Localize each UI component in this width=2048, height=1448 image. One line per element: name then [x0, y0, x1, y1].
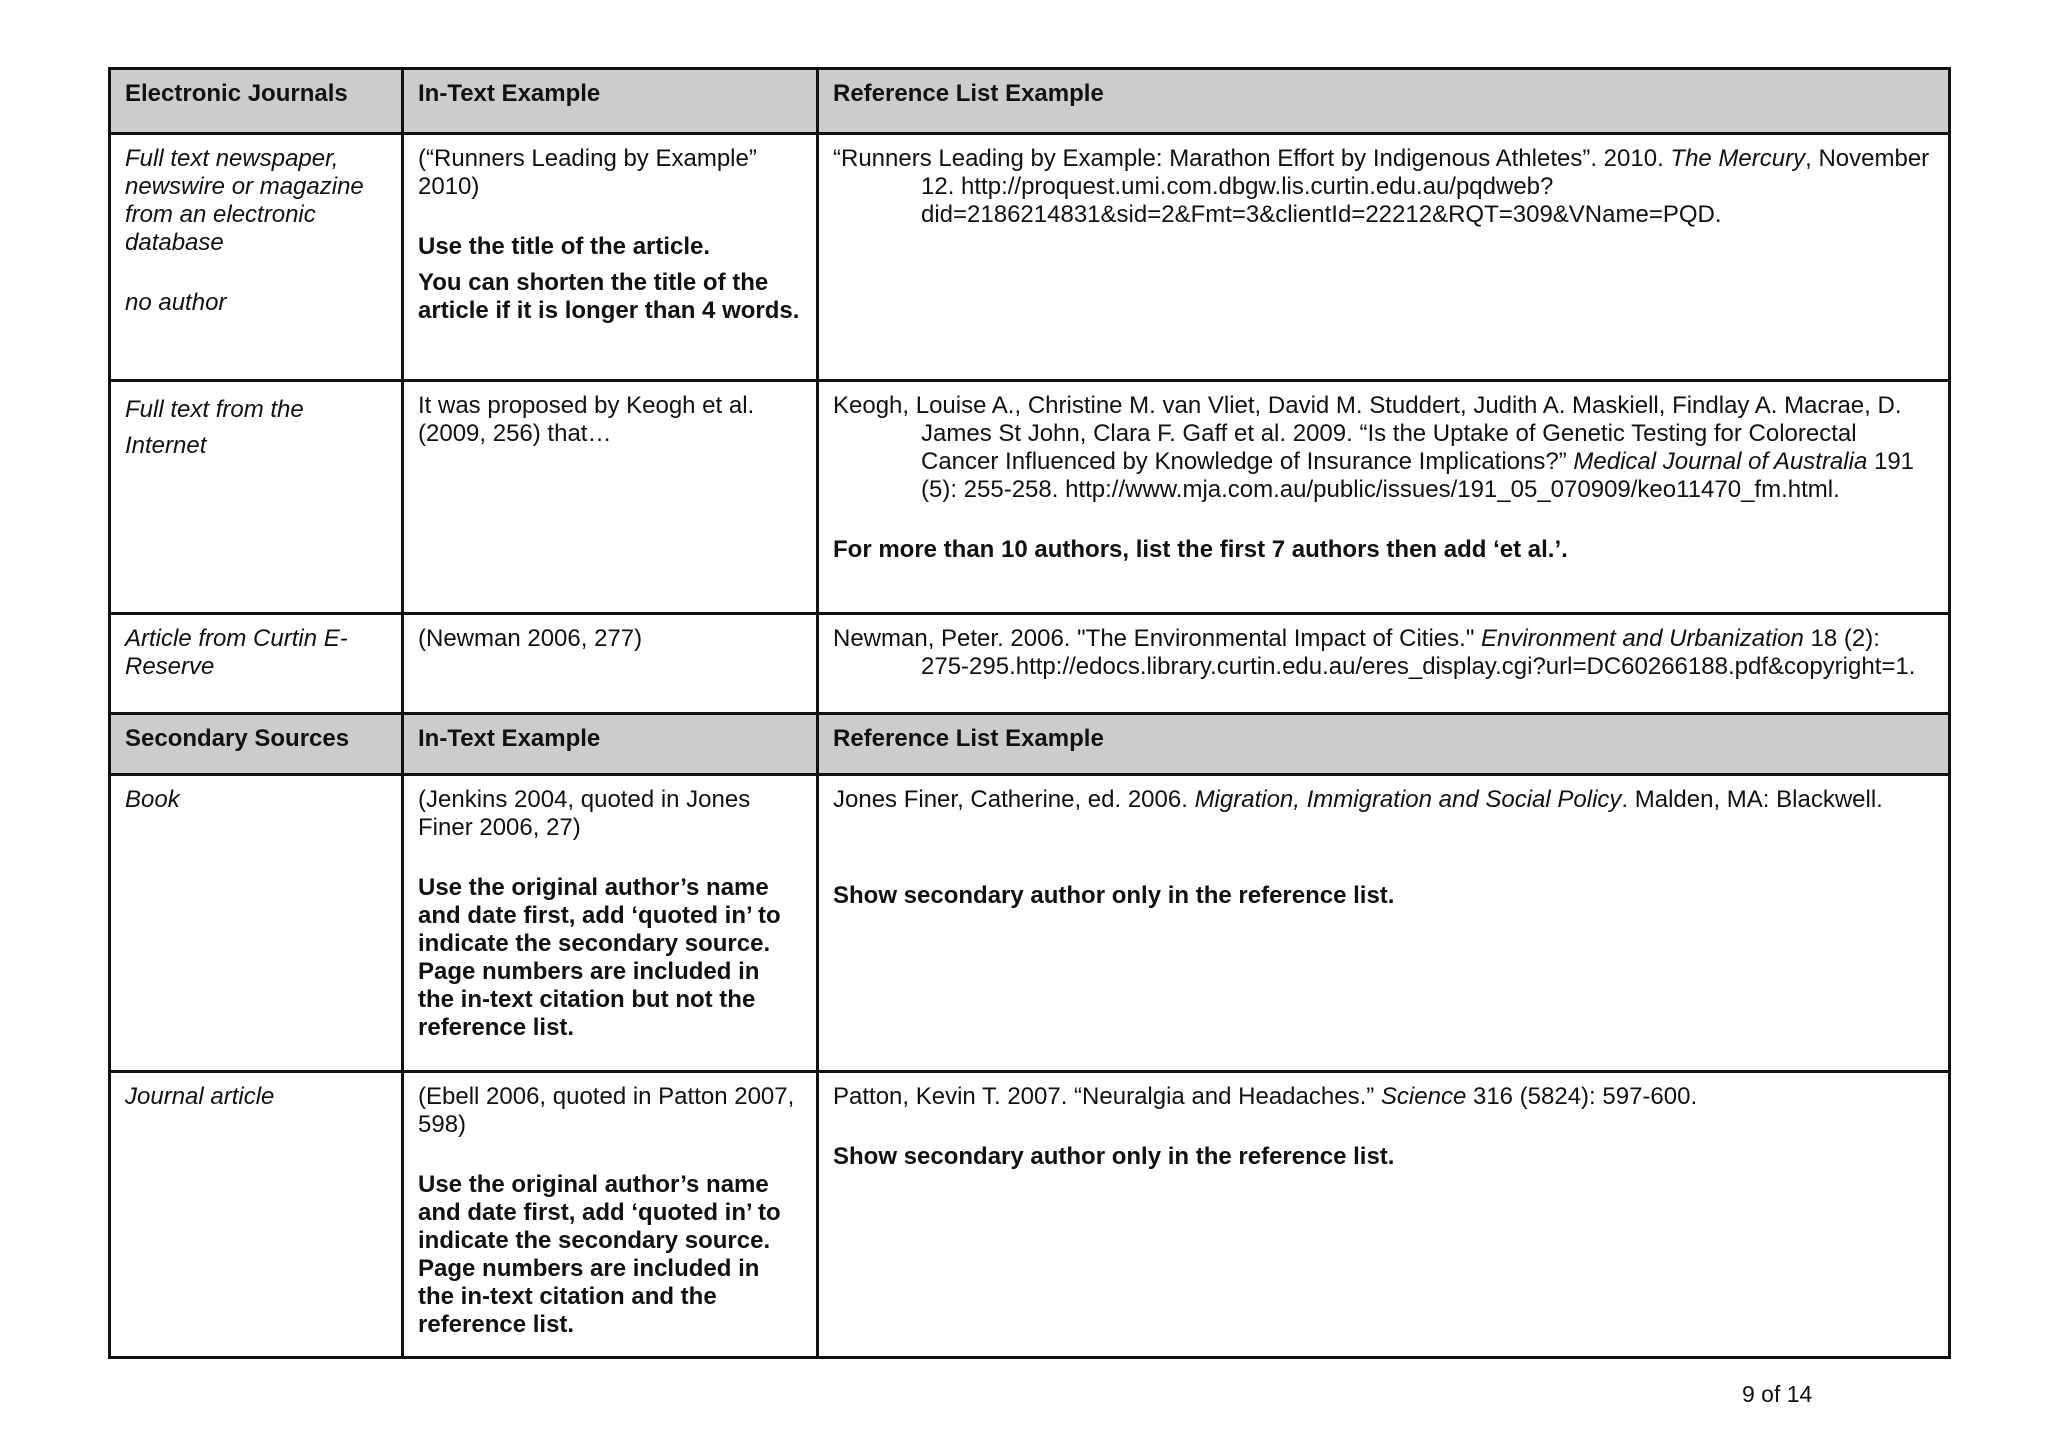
- in-text-cell: [403, 775, 818, 1072]
- in-text-cell: [403, 614, 818, 714]
- reference-list-cell: [818, 614, 1950, 714]
- table-row-internet: [110, 381, 1950, 614]
- source-type: Book: [125, 786, 180, 813]
- reference-list-cell: [818, 134, 1950, 381]
- in-text-note: You can shorten the title of the article if it is longer than 4 words.: [418, 269, 800, 324]
- in-text-cell: [403, 1072, 818, 1358]
- header-category: Electronic Journals: [110, 69, 403, 134]
- page-number: 9 of 14: [1742, 1381, 1813, 1407]
- table-row-book: [110, 775, 1950, 1072]
- reference-entry: “Runners Leading by Example: Marathon Effort by Indigenous Athletes”. 2010. The Mercury, November 12. http://proquest.umi.com.dbgw.lis.curtin.edu.au/pqdweb?did=2186214831&sid=2&Fmt=3&clientId=22212&RQT=309&VName=PQD.: [833, 145, 1930, 228]
- in-text-example: (Newman 2006, 277): [418, 625, 643, 652]
- in-text-note: Use the title of the article.: [418, 233, 711, 260]
- source-type-cell: [110, 381, 403, 614]
- source-type-cell: [110, 134, 403, 381]
- reference-table: [108, 67, 1951, 1359]
- in-text-note: Use the original author’s name and date first, add ‘quoted in’ to indicate the secondary source. Page numbers are included in the in-text citation but not the reference list.: [418, 874, 781, 1041]
- reference-list-cell: [818, 1072, 1950, 1358]
- reference-note: For more than 10 authors, list the first 7 authors then add ‘et al.’.: [833, 536, 1568, 563]
- source-type-cell: [110, 1072, 403, 1358]
- reference-note: Show secondary author only in the reference list.: [833, 882, 1395, 909]
- header-in-text: In-Text Example: [403, 714, 818, 775]
- source-type: Article from Curtin E-Reserve: [125, 625, 348, 680]
- secondary-sources-header-row: [110, 714, 1950, 775]
- reference-list-cell: [818, 381, 1950, 614]
- source-type-note: no author: [125, 289, 227, 316]
- table-row-newspaper: [110, 134, 1950, 381]
- in-text-note: Use the original author’s name and date first, add ‘quoted in’ to indicate the secondary source. Page numbers are included in the in-text citation and the reference list.: [418, 1171, 781, 1338]
- header-reference-list: Reference List Example: [818, 714, 1950, 775]
- source-type-cell: [110, 775, 403, 1072]
- in-text-example: (“Runners Leading by Example” 2010): [418, 145, 757, 200]
- source-type: Internet: [125, 432, 207, 459]
- reference-entry: Newman, Peter. 2006. "The Environmental Impact of Cities." Environment and Urbanization 18 (2): 275-295.http://edocs.library.curtin.edu.au/eres_display.cgi?url=DC60266188.pdf&copyright=1.: [833, 625, 1916, 680]
- reference-note: Show secondary author only in the reference list.: [833, 1143, 1395, 1170]
- header-in-text: In-Text Example: [403, 69, 818, 134]
- header-category: Secondary Sources: [110, 714, 403, 775]
- source-type-cell: [110, 614, 403, 714]
- table-row-ereserve: [110, 614, 1950, 714]
- in-text-cell: [403, 134, 818, 381]
- reference-entry: Patton, Kevin T. 2007. “Neuralgia and Headaches.” Science 316 (5824): 597-600.: [833, 1083, 1698, 1110]
- reference-entry: Keogh, Louise A., Christine M. van Vliet, David M. Studdert, Judith A. Maskiell, Findlay A. Macrae, D. James St John, Clara F. Gaff et al. 2009. “Is the Uptake of Genetic Testing for Colorectal Cancer Influenced by Knowledge of Insurance Implications?” Medical Journal of Australia 191 (5): 255-258. http://www.mja.com.au/public/issues/191_05_070909/keo11470_fm.html.: [833, 392, 1915, 503]
- reference-entry: Jones Finer, Catherine, ed. 2006. Migration, Immigration and Social Policy. Malden, MA: Blackwell.: [833, 786, 1883, 813]
- reference-list-cell: [818, 775, 1950, 1072]
- in-text-example: It was proposed by Keogh et al. (2009, 256) that…: [418, 392, 755, 447]
- electronic-journals-header-row: [110, 69, 1950, 134]
- in-text-example: (Ebell 2006, quoted in Patton 2007, 598): [418, 1083, 795, 1138]
- in-text-example: (Jenkins 2004, quoted in Jones Finer 2006, 27): [418, 786, 751, 841]
- source-type: Full text newspaper, newswire or magazine from an electronic database: [125, 145, 364, 256]
- header-reference-list: Reference List Example: [818, 69, 1950, 134]
- source-type: Full text from the: [125, 396, 304, 423]
- source-type: Journal article: [125, 1083, 275, 1110]
- in-text-cell: [403, 381, 818, 614]
- table-row-journal-article: [110, 1072, 1950, 1358]
